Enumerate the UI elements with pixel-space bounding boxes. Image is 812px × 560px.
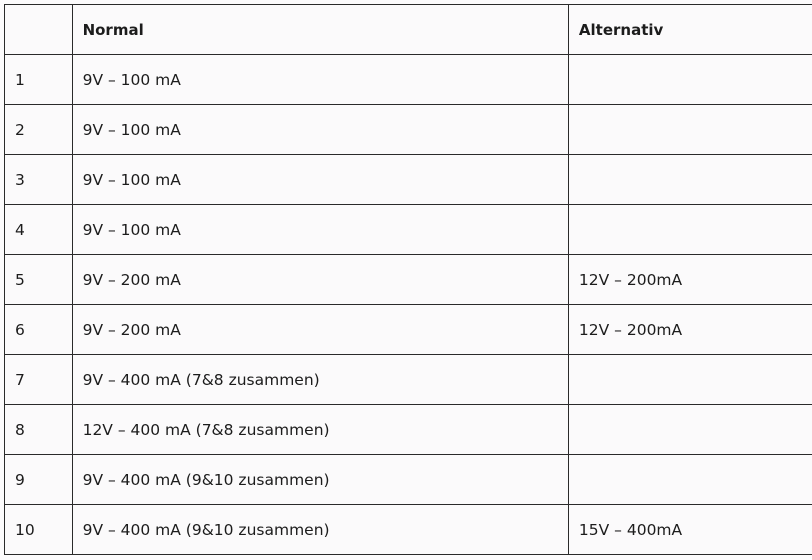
row-normal: 9V – 400 mA (9&10 zusammen)	[72, 505, 568, 555]
row-alternativ	[568, 105, 812, 155]
power-supply-table	[4, 4, 812, 555]
row-alternativ: 12V – 200mA	[568, 255, 812, 305]
row-normal: 9V – 100 mA	[72, 55, 568, 105]
row-alternativ	[568, 455, 812, 505]
table-row	[5, 405, 812, 455]
row-alternativ	[568, 405, 812, 455]
row-number: 2	[5, 105, 73, 155]
table-row	[5, 355, 812, 405]
header-number	[5, 5, 73, 55]
row-normal: 9V – 400 mA (7&8 zusammen)	[72, 355, 568, 405]
table-row	[5, 155, 812, 205]
row-normal: 9V – 100 mA	[72, 155, 568, 205]
row-normal: 12V – 400 mA (7&8 zusammen)	[72, 405, 568, 455]
row-normal: 9V – 200 mA	[72, 255, 568, 305]
row-normal: 9V – 400 mA (9&10 zusammen)	[72, 455, 568, 505]
row-alternativ: 12V – 200mA	[568, 305, 812, 355]
table-row	[5, 55, 812, 105]
row-number: 8	[5, 405, 73, 455]
row-normal: 9V – 100 mA	[72, 105, 568, 155]
row-number: 5	[5, 255, 73, 305]
row-number: 3	[5, 155, 73, 205]
row-alternativ	[568, 155, 812, 205]
table-row	[5, 305, 812, 355]
table-row	[5, 205, 812, 255]
row-alternativ	[568, 355, 812, 405]
table-row	[5, 255, 812, 305]
row-number: 4	[5, 205, 73, 255]
row-normal: 9V – 100 mA	[72, 205, 568, 255]
header-normal: Normal	[72, 5, 568, 55]
row-number: 1	[5, 55, 73, 105]
row-number: 7	[5, 355, 73, 405]
table-row	[5, 105, 812, 155]
table-row	[5, 455, 812, 505]
row-normal: 9V – 200 mA	[72, 305, 568, 355]
row-alternativ	[568, 205, 812, 255]
row-alternativ	[568, 55, 812, 105]
row-alternativ: 15V – 400mA	[568, 505, 812, 555]
row-number: 6	[5, 305, 73, 355]
table-header-row	[5, 5, 812, 55]
table-row	[5, 505, 812, 555]
row-number: 10	[5, 505, 73, 555]
header-alternativ: Alternativ	[568, 5, 812, 55]
row-number: 9	[5, 455, 73, 505]
